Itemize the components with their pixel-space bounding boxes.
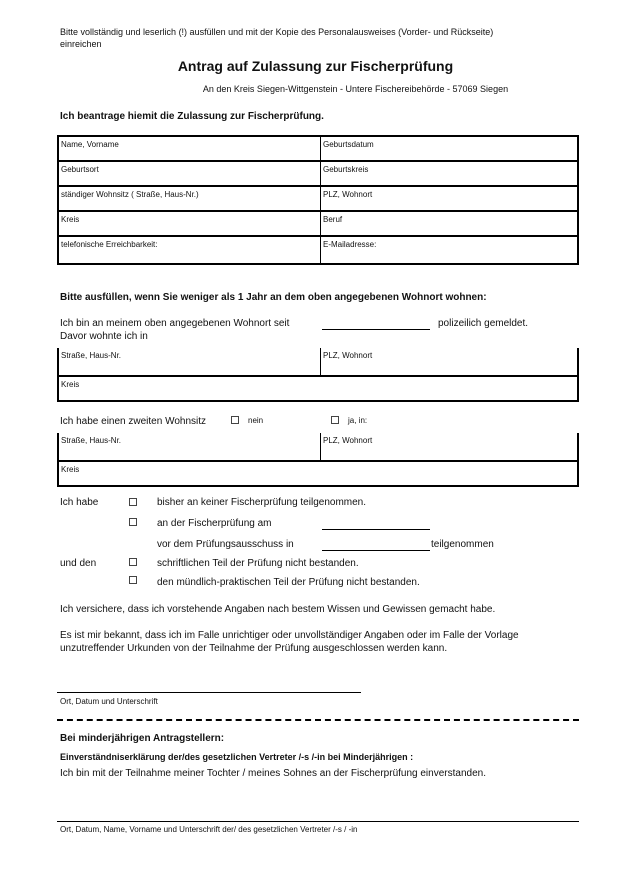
signature-label: Ort, Datum und Unterschrift [60, 697, 158, 706]
plz-field[interactable] [320, 185, 579, 211]
no-previous-exam-checkbox[interactable] [129, 498, 137, 506]
birthplace-field[interactable] [57, 160, 320, 186]
cut-line [57, 719, 579, 721]
second-district-field[interactable] [57, 460, 579, 487]
authority-address: An den Kreis Siegen-Wittgenstein - Untere Fischereibehörde - 57069 Siegen [202, 84, 509, 94]
previous-plz-label: PLZ, Wohnort [323, 351, 373, 360]
second-residence-yes-label: ja, in: [348, 416, 368, 425]
district-field[interactable] [57, 210, 320, 236]
oral-failed-label: den mündlich-praktischen Teil der Prüfung nicht bestanden. [157, 577, 420, 588]
plz-label: PLZ, Wohnort [323, 190, 373, 199]
birth-district-field[interactable] [320, 160, 579, 186]
instruction-line-2: einreichen [60, 39, 102, 49]
no-previous-exam-label: bisher an keiner Fischerprüfung teilgenommen. [157, 497, 366, 508]
declaration-text: Ich versichere, dass ich vorstehende Angaben nach bestem Wissen und Gewissen gemacht habe. [60, 604, 496, 615]
second-residence-no-label: nein [248, 416, 264, 425]
previous-exam-date-line[interactable] [322, 529, 430, 530]
residence-heading: Bitte ausfüllen, wenn Sie weniger als 1 Jahr an dem oben angegebenen Wohnort wohnen: [60, 292, 487, 303]
guardian-signature-line[interactable] [57, 821, 579, 822]
signature-line[interactable] [57, 692, 361, 693]
second-district-label: Kreis [61, 465, 80, 474]
previous-street-label: Straße, Haus-Nr. [61, 351, 122, 360]
birthdate-field[interactable] [320, 135, 579, 161]
second-residence-yes-checkbox[interactable] [331, 416, 339, 424]
previous-residence-label: Davor wohnte ich in [60, 331, 148, 342]
previous-district-field[interactable] [57, 375, 579, 402]
second-plz-field[interactable] [320, 433, 579, 461]
residence-label: ständiger Wohnsitz ( Straße, Haus-Nr.) [61, 190, 199, 199]
email-label: E-Mailadresse: [323, 240, 377, 249]
birthdate-label: Geburtsdatum [323, 140, 374, 149]
birth-district-label: Geburtskreis [323, 165, 369, 174]
written-failed-checkbox[interactable] [129, 558, 137, 566]
occupation-field[interactable] [320, 210, 579, 236]
written-failed-label: schriftlichen Teil der Prüfung nicht bestanden. [157, 558, 359, 569]
committee-location-line[interactable] [322, 550, 430, 551]
residence-field[interactable] [57, 185, 320, 211]
instruction-line-1: Bitte vollständig und leserlich (!) ausfüllen und mit der Kopie des Personalausweises (Vorder- und Rückseite) [60, 27, 494, 37]
registered-since-suffix: polizeilich gemeldet. [438, 318, 529, 329]
consent-heading: Einverständniserklärung der/des gesetzlichen Vertreter /-s /-in bei Minderjährigen : [60, 752, 414, 762]
previous-exam-checkbox[interactable] [129, 518, 137, 526]
registered-since-label: Ich bin an meinem oben angegebenen Wohnort seit [60, 318, 290, 329]
previous-exam-label: an der Fischerprüfung am [157, 518, 272, 529]
committee-suffix: teilgenommen [431, 539, 494, 550]
oral-failed-checkbox[interactable] [129, 576, 137, 584]
second-residence-label: Ich habe einen zweiten Wohnsitz [60, 416, 207, 427]
email-field[interactable] [320, 235, 579, 265]
exam-history-lead: Ich habe [60, 497, 99, 508]
district-label: Kreis [61, 215, 80, 224]
previous-street-field[interactable] [57, 348, 320, 376]
minor-heading: Bei minderjährigen Antragstellern: [60, 733, 225, 744]
previous-district-label: Kreis [61, 380, 80, 389]
birthplace-label: Geburtsort [61, 165, 99, 174]
exam-history-lead-2: und den [60, 558, 97, 569]
second-street-field[interactable] [57, 433, 320, 461]
occupation-label: Beruf [323, 215, 343, 224]
name-label: Name, Vorname [61, 140, 119, 149]
notice-line-1: Es ist mir bekannt, dass ich im Falle unrichtiger oder unvollständiger Angaben oder im Falle der Vorlage [60, 630, 519, 641]
second-plz-label: PLZ, Wohnort [323, 436, 373, 445]
phone-field[interactable] [57, 235, 320, 265]
second-residence-no-checkbox[interactable] [231, 416, 239, 424]
notice-line-2: unzutreffender Urkunden von der Teilnahme der Prüfung ausgeschlossen werden kann. [60, 643, 448, 654]
application-heading: Ich beantrage hiemit die Zulassung zur Fischerprüfung. [60, 111, 324, 122]
previous-plz-field[interactable] [320, 348, 579, 376]
guardian-signature-label: Ort, Datum, Name, Vorname und Unterschrift der/ des gesetzlichen Vertreter /-s / -in [60, 825, 358, 834]
committee-label: vor dem Prüfungsausschuss in [157, 539, 294, 550]
second-street-label: Straße, Haus-Nr. [61, 436, 122, 445]
page-title: Antrag auf Zulassung zur Fischerprüfung [177, 58, 454, 74]
consent-text: Ich bin mit der Teilnahme meiner Tochter / meines Sohnes an der Fischerprüfung einverstanden. [60, 768, 486, 779]
name-field[interactable] [57, 135, 320, 161]
phone-label: telefonische Erreichbarkeit: [61, 240, 158, 249]
registered-since-input-line[interactable] [322, 329, 430, 330]
